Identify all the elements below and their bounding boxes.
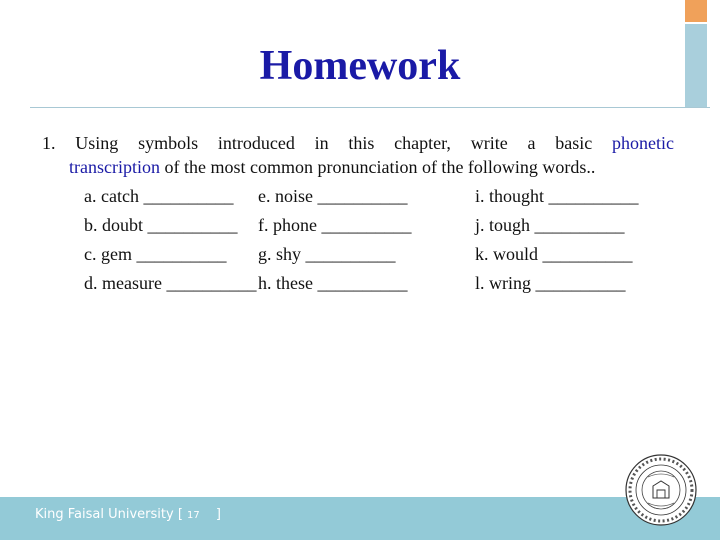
footer-page-number: 17 xyxy=(187,510,200,521)
word-column-2 xyxy=(258,184,411,300)
word-item-j: j. tough __________ xyxy=(475,215,625,235)
word-column-3 xyxy=(475,184,639,300)
word-item-d: d. measure __________ xyxy=(84,273,257,293)
word-item-a: a. catch __________ xyxy=(84,186,234,206)
footer-page-close: ] xyxy=(215,507,221,522)
word-item-e: e. noise __________ xyxy=(258,186,408,206)
question-line-1 xyxy=(42,131,674,155)
question-text-part1: Using symbols introduced in this chapter, write a basic xyxy=(75,133,593,153)
word-item-g: g. shy __________ xyxy=(258,244,396,264)
word-item-i: i. thought __________ xyxy=(475,186,639,206)
word-column-1 xyxy=(84,184,256,300)
word-item-h: h. these __________ xyxy=(258,273,408,293)
footer-label xyxy=(35,507,221,522)
corner-accent-orange xyxy=(685,0,707,22)
highlight-transcription: transcription xyxy=(69,157,160,177)
word-item-b: b. doubt __________ xyxy=(84,215,238,235)
question-line-2 xyxy=(42,155,674,179)
highlight-phonetic: phonetic xyxy=(612,133,674,153)
footer-page-open: [ xyxy=(177,507,183,522)
slide-title: Homework xyxy=(259,43,461,89)
word-item-l: l. wring __________ xyxy=(475,273,626,293)
question-number: 1. xyxy=(42,133,56,153)
word-item-f: f. phone __________ xyxy=(258,215,412,235)
title-divider xyxy=(30,107,710,108)
question-block xyxy=(42,131,674,179)
footer-university: King Faisal University xyxy=(35,507,174,522)
word-item-k: k. would __________ xyxy=(475,244,633,264)
university-seal-logo xyxy=(624,453,698,527)
question-text-part2: of the most common pronunciation of the following words.. xyxy=(164,157,596,177)
word-item-c: c. gem __________ xyxy=(84,244,227,264)
